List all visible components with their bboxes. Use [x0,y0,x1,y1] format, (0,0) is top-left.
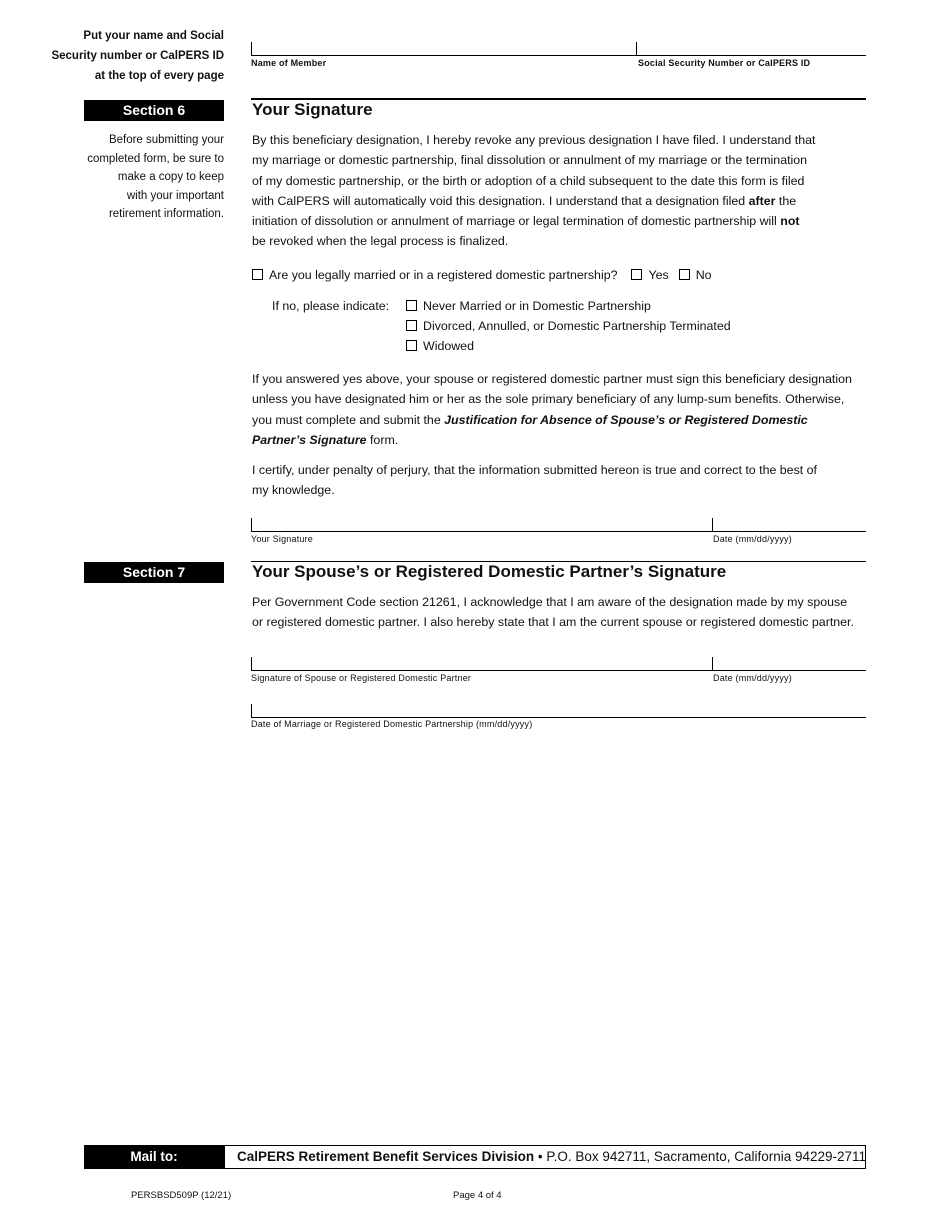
acknowledgement-paragraph [252,592,854,633]
mail-to-badge: Mail to: [84,1145,224,1169]
indicate-label: If no, please indicate: [272,299,390,313]
member-ssn-field[interactable] [636,42,866,56]
married-question-checkbox[interactable] [252,269,263,280]
option-widowed[interactable] [406,339,474,353]
paragraph-line: I certify, under penalty of perjury, that the information submitted hereon is true and correct to the best of [252,463,817,477]
no-checkbox[interactable] [679,269,690,280]
paragraph-line: Partner’s Signature form. [252,432,399,447]
member-ssn-label: Social Security Number or CalPERS ID [638,58,811,68]
yes-checkbox[interactable] [631,269,642,280]
paragraph-line: or registered domestic partner. I also hereby state that I am the current spouse or registered domestic partner. [252,615,854,630]
member-signature-date-label: Date (mm/dd/yyyy) [713,534,792,544]
never-married-checkbox[interactable] [406,300,417,311]
option-label: Widowed [423,339,474,353]
marriage-date-field[interactable] [251,704,866,718]
paragraph-line: with CalPERS will automatically void this designation. I understand that a designation filed after the [252,193,797,208]
spouse-requirement-paragraph [252,369,852,450]
paragraph-line: be revoked when the legal process is finalized. [252,234,509,249]
option-never-married[interactable] [406,299,651,313]
header-instruction-line: Security number or CalPERS ID [51,50,224,62]
paragraph-line: Per Government Code section 21261, I acknowledge that I am aware of the designation made by my spouse [252,595,848,609]
form-id: PERSBSD509P (12/21) [131,1190,232,1201]
paragraph-line: unless you have designated him or her as the sole primary beneficiary of any lump-sum benefits. Otherwise, [252,392,845,407]
member-signature-label: Your Signature [251,534,314,544]
member-signature-date-field[interactable] [712,518,866,532]
yes-label: Yes [648,268,669,282]
no-label: No [695,268,712,282]
revocation-paragraph [252,130,815,252]
header-instruction-line: Put your name and Social [83,30,224,42]
mailing-address [224,1145,866,1169]
section7-title: Your Spouse’s or Registered Domestic Partner’s Signature [252,562,727,581]
side-note-line: retirement information. [108,208,224,220]
option-label: Never Married or in Domestic Partnership [423,299,651,313]
marriage-date-label: Date of Marriage or Registered Domestic Partnership (mm/dd/yyyy) [251,719,533,729]
side-note-line: with your important [126,189,224,202]
section7-badge: Section 7 [84,562,224,583]
option-divorced[interactable] [406,319,731,333]
spouse-signature-field[interactable] [251,657,713,671]
side-note-line: completed form, be sure to [87,152,224,165]
paragraph-line: By this beneficiary designation, I hereby revoke any previous designation I have filed. I understand that [252,133,816,147]
section6-side-note [40,131,224,224]
section6-badge: Section 6 [84,100,224,121]
mailing-org: CalPERS Retirement Benefit Services Division [237,1149,535,1164]
section6-title: Your Signature [252,100,373,119]
marital-status-question [252,268,712,282]
paragraph-line: you must complete and submit the Justification for Absence of Spouse’s or Registered Domestic [252,412,808,427]
spouse-signature-date-field[interactable] [712,657,866,671]
header-instruction [40,26,224,86]
mailing-street: • P.O. Box 942711, Sacramento, California 94229-2711 [534,1149,867,1164]
member-name-field[interactable] [251,42,637,56]
member-name-label: Name of Member [251,58,327,68]
page-number: Page 4 of 4 [453,1190,502,1201]
header-instruction-line: at the top of every page [94,70,224,82]
paragraph-line: initiation of dissolution or annulment of marriage or legal termination of domestic partnership will not [252,214,800,229]
paragraph-line: my knowledge. [252,483,335,498]
paragraph-line: of my domestic partnership, or the birth or adoption of a child subsequent to the date this form is filed [252,173,805,188]
spouse-signature-date-label: Date (mm/dd/yyyy) [713,673,792,683]
side-note-line: make a copy to keep [117,171,224,183]
married-question-text: Are you legally married or in a registered domestic partnership? [269,268,618,282]
member-signature-field[interactable] [251,518,713,532]
certification-paragraph [252,460,817,501]
option-label: Divorced, Annulled, or Domestic Partnership Terminated [423,319,731,333]
widowed-checkbox[interactable] [406,340,417,351]
paragraph-line: my marriage or domestic partnership, final dissolution or annulment of my marriage or the termination [252,153,808,168]
spouse-signature-label: Signature of Spouse or Registered Domestic Partner [251,673,472,683]
divorced-checkbox[interactable] [406,320,417,331]
paragraph-line: If you answered yes above, your spouse or registered domestic partner must sign this beneficiary designation [252,372,852,386]
side-note-line: Before submitting your [108,134,224,146]
